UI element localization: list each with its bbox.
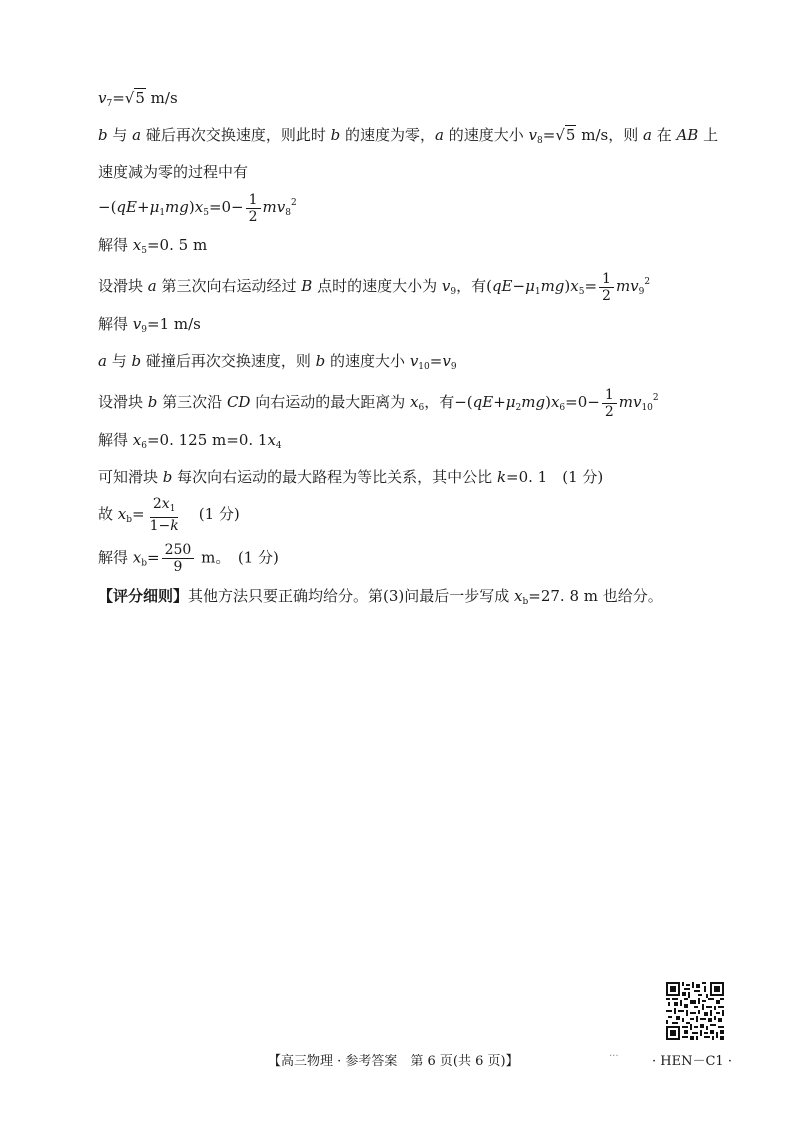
text-ratio: 可知滑块 b 每次向右运动的最大路程为等比关系，其中公比 k=0. 1 (1 分) [98,468,604,486]
answer-content [98,86,738,621]
result-xb: 解得 $x_b=$ $\frac{250}{9}$ m。 (1 分) [98,542,279,575]
fraction: $\frac{2x_1}{1-k}$ [149,496,179,534]
grading-notes: 【评分细则】其他方法只要正确均给分。第(3)问最后一步写成 $x_b=27$. 8 m 也给分。 [98,586,663,607]
footer-dots: ... [609,1048,619,1059]
eq-energy-v9: 设滑块 a 第三次向右运动经过 B 点时的速度大小为 $v_9$，有$(qE-\mu_1mg)x_5=$ $\frac{1}{2}$ $mv_9^2$ [98,270,651,304]
text-line-3: 速度减为零的过程中有 [98,163,249,181]
fraction: $\frac{250}{9}$ [162,542,195,575]
fraction: $\frac{1}{2}$ [246,192,261,225]
text-line-8: a 与 b 碰撞后再次交换速度，则 b 的速度大小 $v_{10}=v_9$ [98,352,457,372]
result-v9: 解得 $v_9=1$ m/s [98,315,201,335]
text-line-2: b 与 a 碰后再次交换速度，则此时 b 的速度为零，a 的速度大小 $v_8=√5$ m/s，则 a 在 AB 上 [98,126,719,146]
page-footer [0,1050,800,1070]
qr-code-icon [666,982,724,1040]
eq-xb-series: 故 $x_b=$ $\frac{2x_1}{1-k}$ (1 分) [98,496,240,534]
grading-notes-heading: 【评分细则】 [98,586,189,605]
fraction: $\frac{1}{2}$ [599,271,614,304]
footer-paper-code: · HEN－C1 · [652,1054,732,1069]
fraction: $\frac{1}{2}$ [602,387,617,420]
eq-energy-x5: $-(qE+\mu_1mg)x_5=0-$ $\frac{1}{2}$ $mv_8^2$ [98,191,297,225]
result-x6: 解得 $x_6=0$. 125 m=0. $1x_4$ [98,431,282,451]
eq-v7: $v_7=√5$ m/s [98,89,178,109]
result-x5: 解得 $x_5=0$. 5 m [98,236,208,256]
eq-energy-x6: 设滑块 b 第三次沿 CD 向右运动的最大距离为 $x_6$，有$-(qE+\mu_2mg)x_6=0-$ $\frac{1}{2}$ $mv_{10}^2$ [98,386,659,420]
footer-page-info: 【高三物理 · 参考答案 第 6 页(共 6 页)】 [268,1054,519,1069]
